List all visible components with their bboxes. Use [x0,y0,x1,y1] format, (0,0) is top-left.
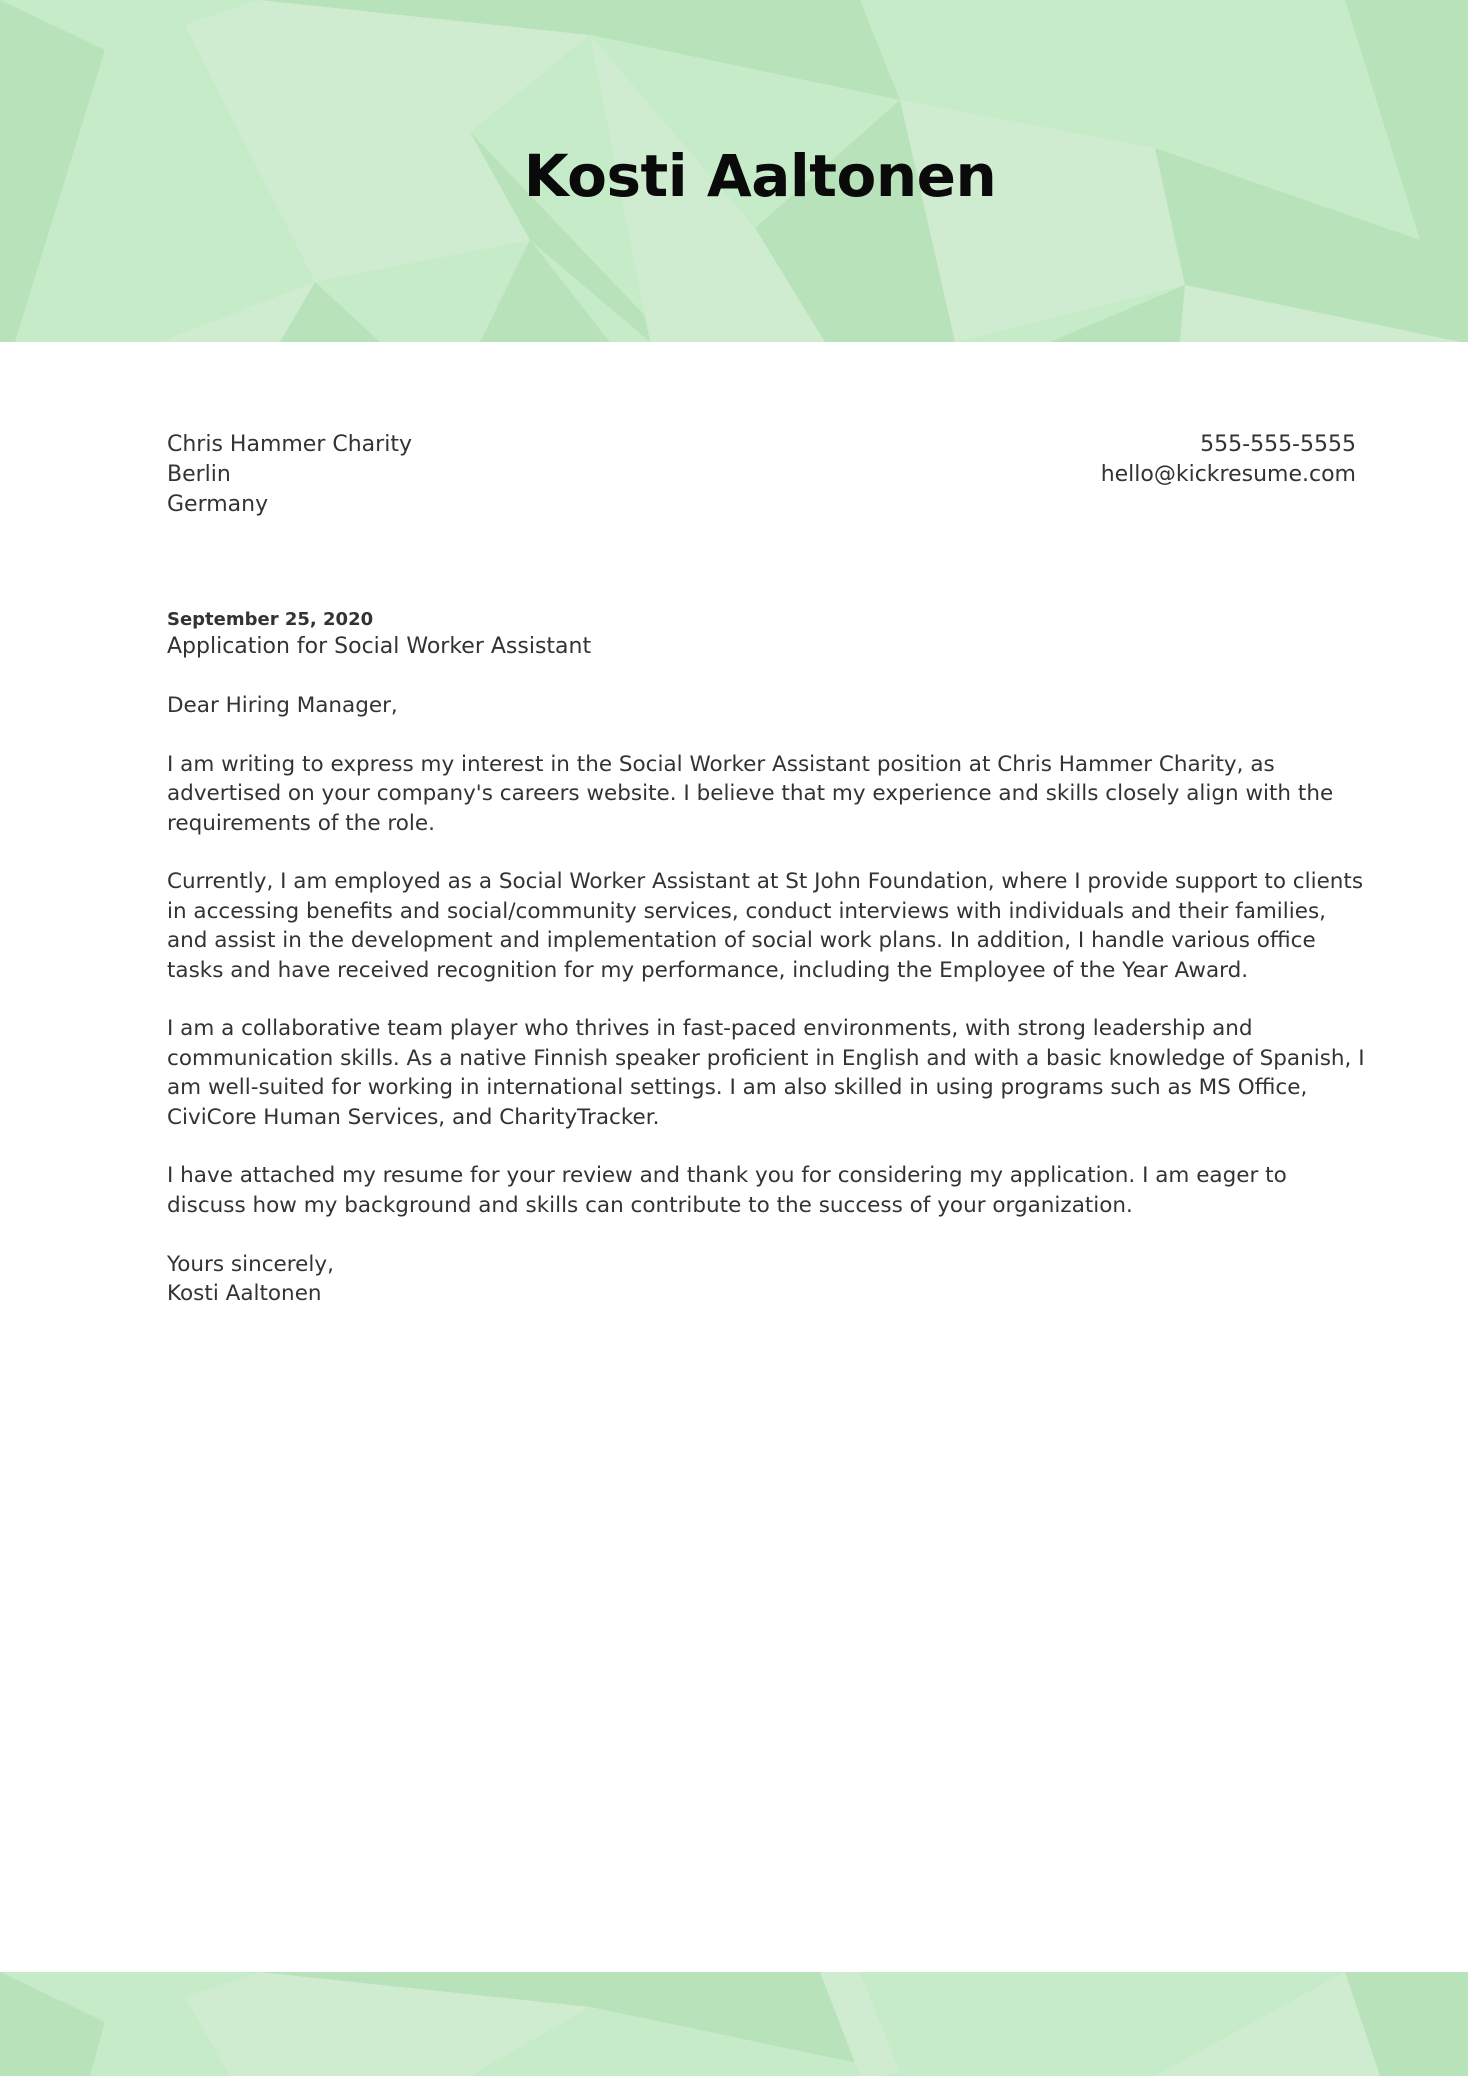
letter-paragraph-2: Currently, I am employed as a Social Worker Assistant at St John Foundation, where I provide support to clients in accessing benefits and social/community services, conduct interviews with individuals and their families, and assist in the development and implementation of social work plans. In addition, I handle various office tasks and have received recognition for my performance, including the Employee of the Year Award. [167,869,1364,983]
email-address: hello@kickresume.com [1100,462,1356,487]
letter-paragraph-1: I am writing to express my interest in the Social Worker Assistant position at Chris Hammer Charity, as advertised on your company's careers website. I believe that my experience and skills closely align with the requirements of the role. [167,751,1334,836]
letter-paragraph-3: I am a collaborative team player who thrives in fast-paced environments, with strong leadership and communication skills. As a native Finnish speaker proficient in English and with a basic knowledge of Spanish, I am well-suited for working in international settings. I am also skilled in using programs such as MS Office, CiviCore Human Services, and CharityTracker. [167,1016,1365,1130]
letter-greeting: Dear Hiring Manager, [167,693,398,718]
contact-details [1101,430,1356,490]
letter-subject: Application for Social Worker Assistant [167,634,592,659]
letter-closing [167,1250,1367,1309]
letter-date: September 25, 2020 [167,609,374,630]
footer-banner [0,1972,1468,2076]
recipient-country: Germany [167,492,269,517]
recipient-city: Berlin [167,462,231,487]
recipient-company: Chris Hammer Charity [167,432,412,457]
recipient-address [167,430,412,520]
applicant-name: Kosti Aaltonen [523,142,997,210]
letter-signature: Kosti Aaltonen [167,1281,322,1307]
header-banner [0,0,1468,342]
letter-body [167,608,1367,1308]
footer-polygon-pattern [0,1972,1468,2076]
phone-number: 555-555-5555 [1200,432,1356,457]
letter-signoff: Yours sincerely, [167,1251,334,1277]
letter-paragraph-4: I have attached my resume for your review and thank you for considering my application. I am eager to discuss how my background and skills can contribute to the success of your organization. [167,1163,1287,1218]
